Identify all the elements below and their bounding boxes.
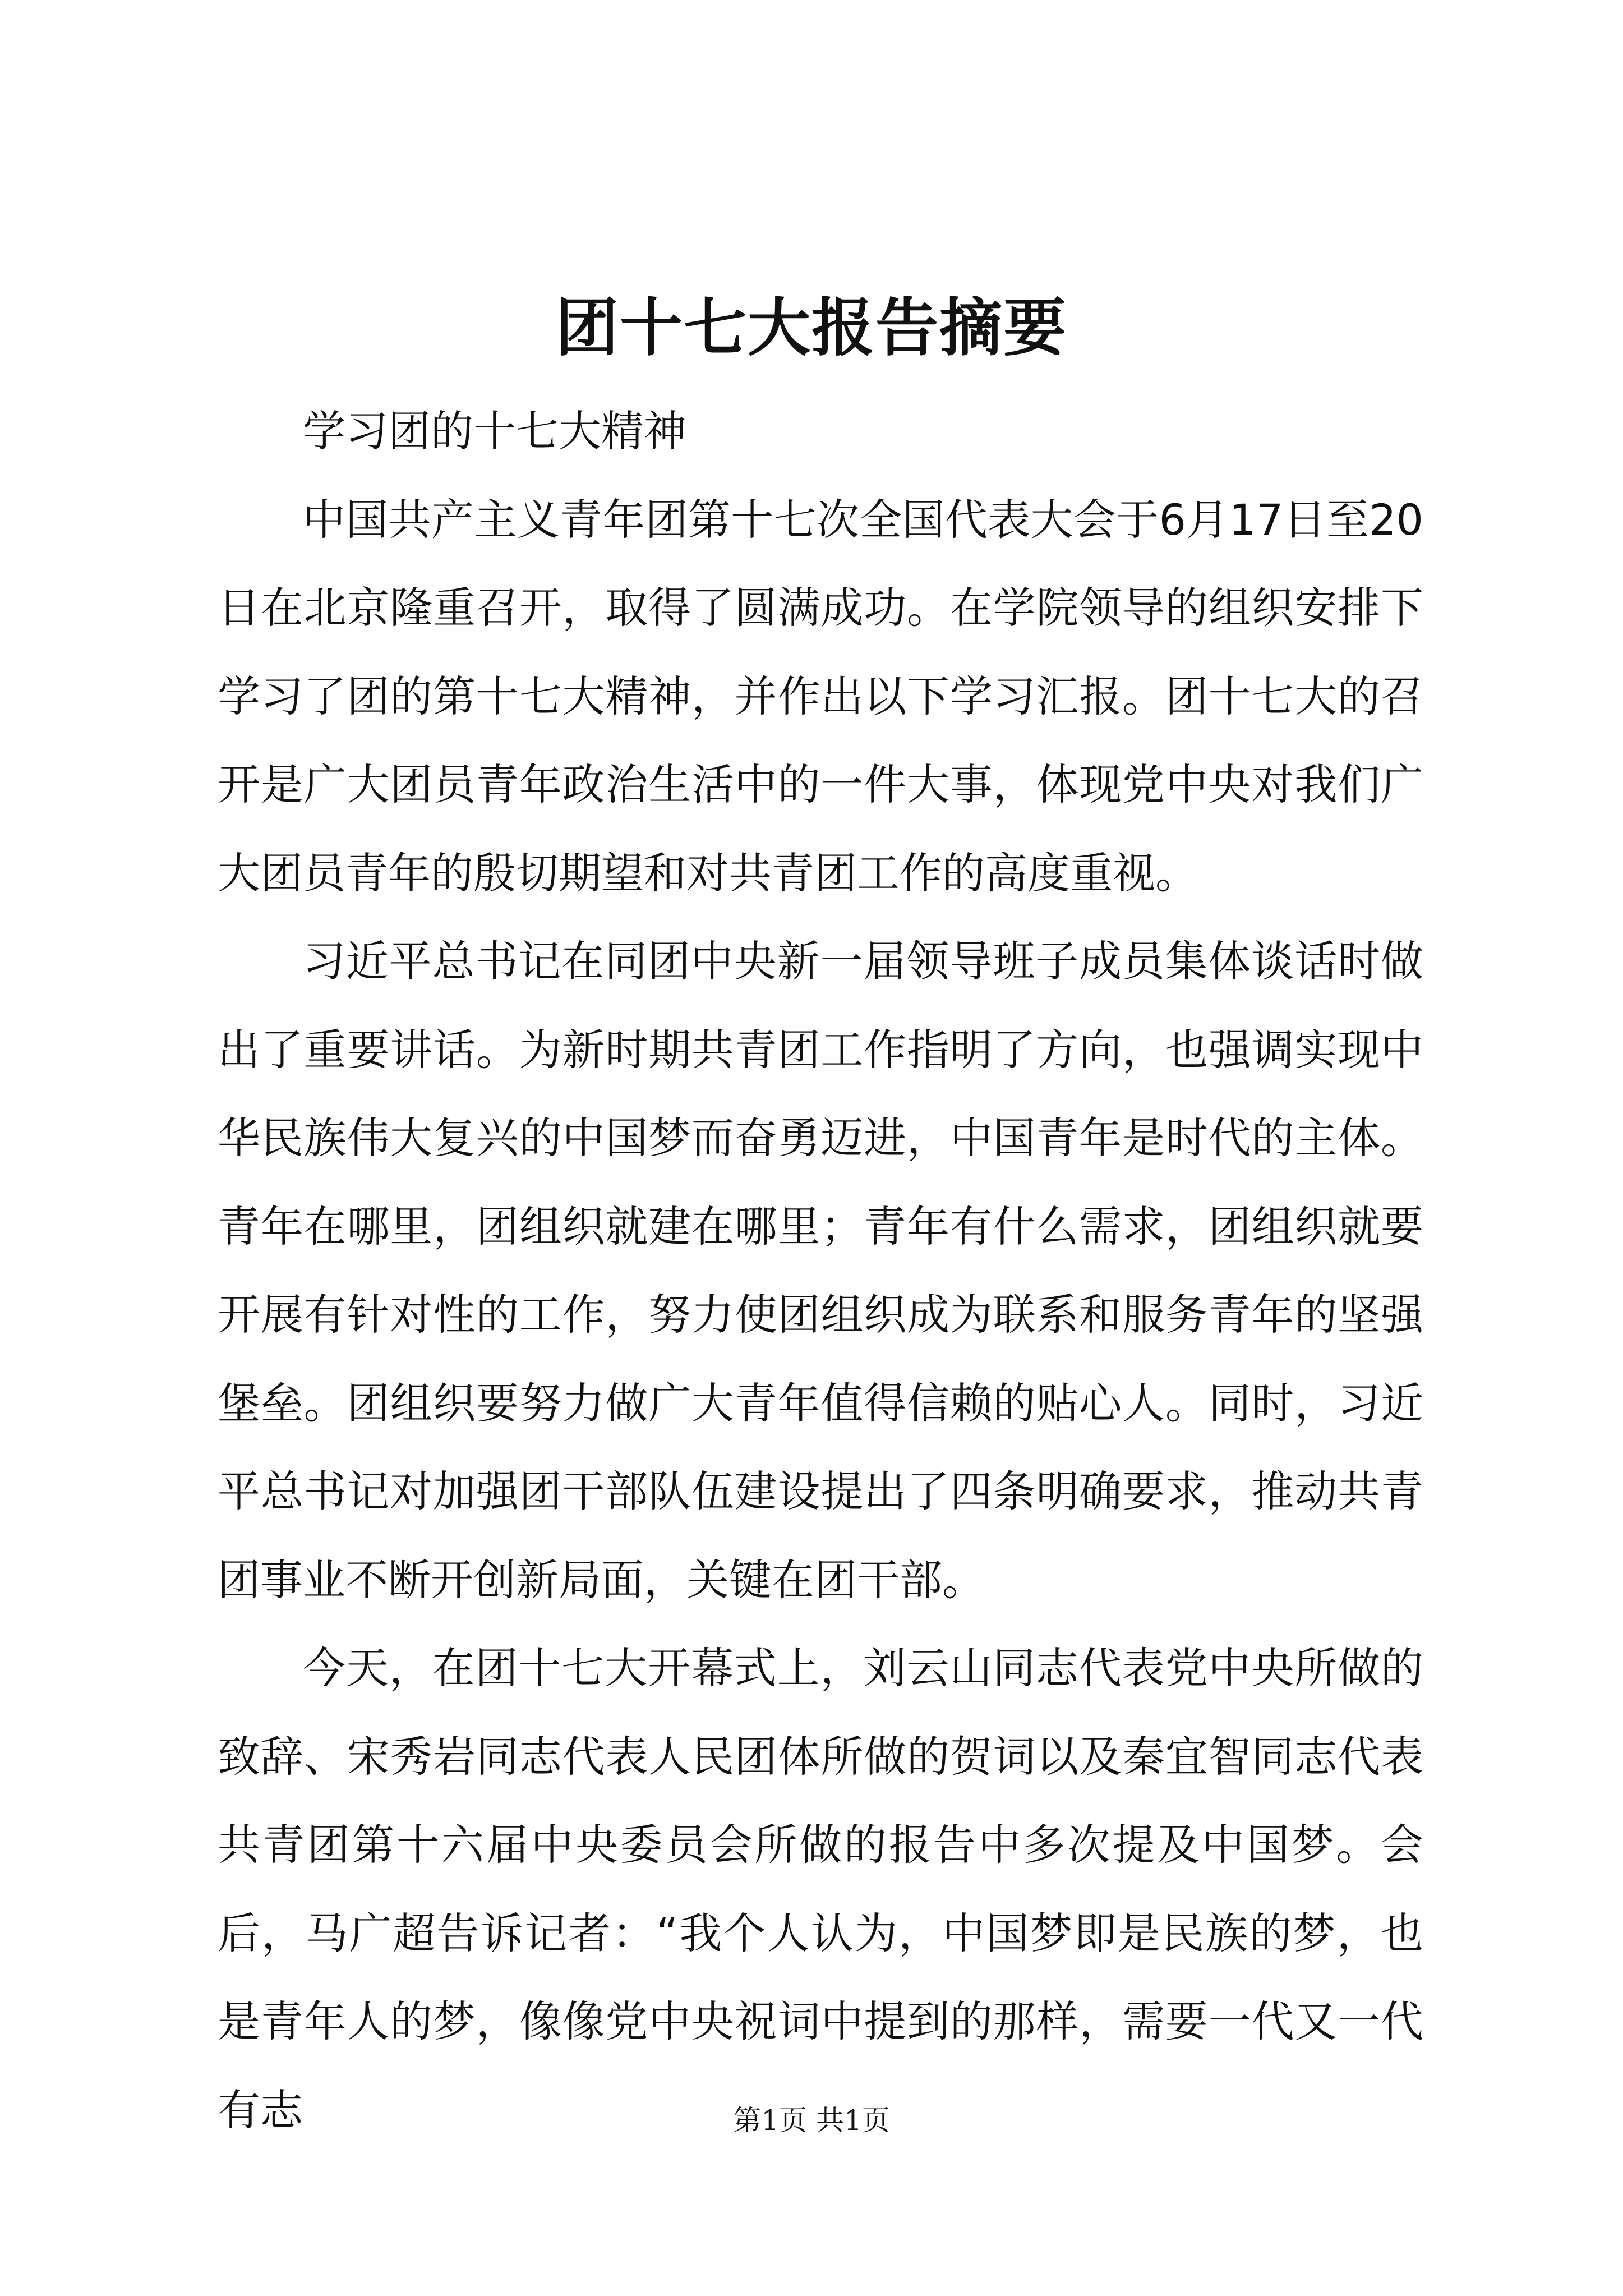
body-paragraph-2: 习近平总书记在同团中央新一届领导班子成员集体谈话时做出了重要讲话。为新时期共青团工作指明了方向，也强调实现中华民族伟大复兴的中国梦而奋勇迈进，中国青年是时代的主体。青年在哪里，团组织就建在哪里；青年有什么需求，团组织就要开展有针对性的工作，努力使团组织成为联系和服务青年的坚强堡垒。团组织要努力做广大青年值得信赖的贴心人。同时，习近平总书记对加强团干部队伍建设提出了四条明确要求，推动共青团事业不断开创新局面，关键在团干部。 bbox=[218, 936, 1423, 1605]
document-body bbox=[218, 387, 1423, 2154]
body-paragraph-1: 中国共产主义青年团第十七次全国代表大会于6月17日至20日在北京隆重召开，取得了圆满成功。在学院领导的组织安排下学习了团的第十七大精神，并作出以下学习汇报。团十七大的召开是广大团员青年政治生活中的一件大事，体现党中央对我们广大团员青年的殷切期望和对共青团工作的高度重视。 bbox=[218, 494, 1423, 898]
page-footer: 第1页 共1页 bbox=[733, 2104, 890, 2137]
document-title: 团十七大报告摘要 bbox=[556, 291, 1067, 365]
body-paragraph-3: 今天，在团十七大开幕式上，刘云山同志代表党中央所做的致辞、宋秀岩同志代表人民团体所做的贺词以及秦宜智同志代表共青团第十六届中央委员会所做的报告中多次提及中国梦。会后，马广超告诉记者：“我个人认为，中国梦即是民族的梦，也是青年人的梦，像像党中央祝词中提到的那样，需要一代又一代有志 bbox=[218, 1643, 1423, 2135]
subtitle-paragraph: 学习团的十七大精神 bbox=[303, 406, 686, 456]
